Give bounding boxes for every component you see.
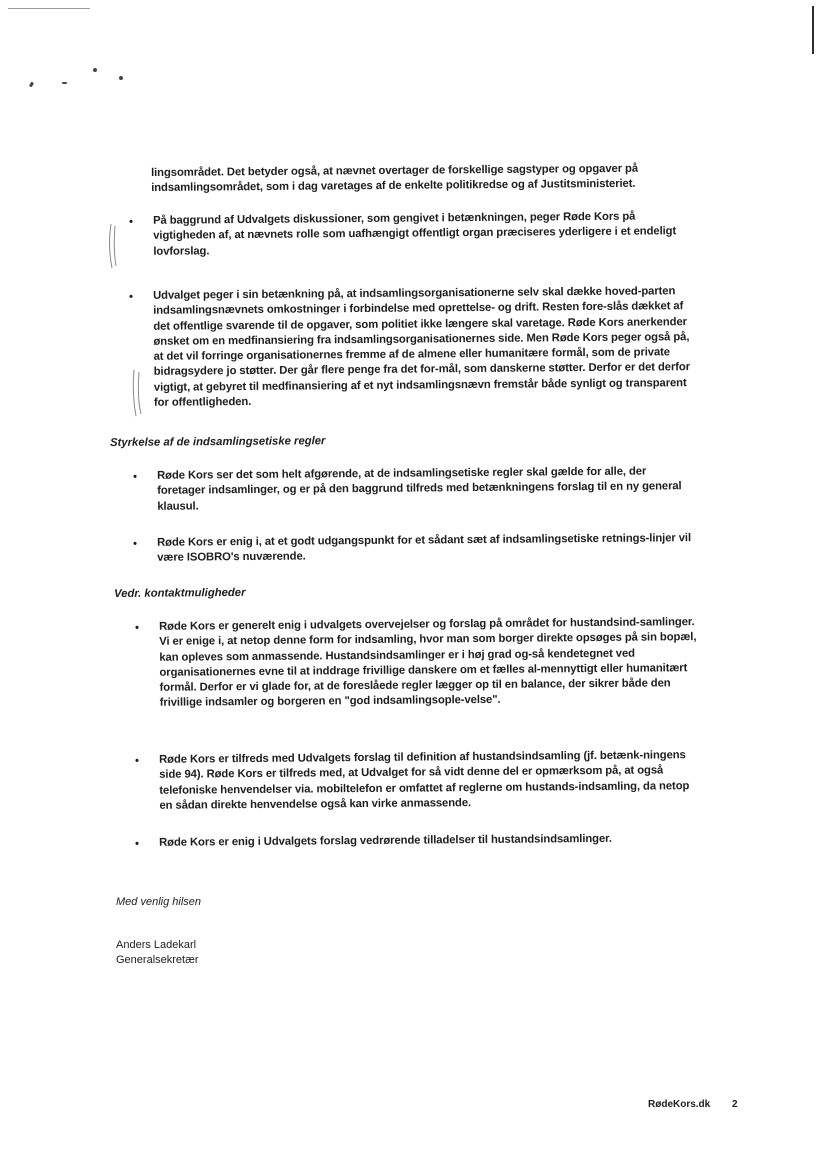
- bullet-icon: •: [135, 837, 139, 850]
- scan-speck: [29, 82, 34, 88]
- list-item: [133, 531, 713, 565]
- page-number: 2: [732, 1099, 738, 1110]
- scan-speck: [62, 82, 67, 84]
- list-item: [135, 615, 715, 710]
- list-item-text: Udvalget peger i sin betænkning på, at indsamlingsorganisationerne selv skal dække hoved-parten indsamlingsnævnets omkostninger i forbindelse med oprettelse- og drift. Resten fore-slås dækket af det offentlige svarende til de opgaver, som politiet ikke længere skal varetage. Røde Kors anerkender ønsket om en medfinansiering fra indsamlingsorganisationernes side. Men Røde Kors peger også på, at det vil forringe organisationernes fremme af de almene eller humanitære formål, som de private bidragsydere jo støtter. Der går flere penge fra det for-mål, som danskerne støtter. Derfor er det derfor vigtigt, at gebyret til medfinansiering af et nyt indsamlingsnævn fremstår både synligt og transparent for offentligheden.: [153, 285, 691, 409]
- signer-name: Anders Ladekarl: [116, 939, 197, 951]
- bullet-icon: •: [129, 290, 133, 303]
- bullet-icon: •: [133, 470, 137, 483]
- scan-top-rule: [8, 8, 90, 9]
- scan-speck: [93, 68, 97, 72]
- list-item: [129, 209, 709, 258]
- pencil-margin-mark: [130, 368, 144, 420]
- closing-greeting: Med venlig hilsen: [116, 896, 201, 908]
- bullet-icon: •: [135, 754, 139, 767]
- section-heading: Styrkelse af de indsamlingsetiske regler: [110, 435, 326, 449]
- list-item: [133, 464, 713, 513]
- list-item-text: Røde Kors er generelt enig i udvalgets overvejelser og forslag på området for hustandsind-samlinger. Vi er enige i, at netop denne form for indsamling, hvor man som borger direkte opsøges på sin bopæl, kan opleves som anmassende. Hustandsindsamlinger er i høj grad og-så kendetegnet ved organisationernes evne til at inddrage frivillige danskere om et fælles al-mennyttigt eller humanitært formål. Derfor er vi glade for, at de foreslåede regler lægger op til en balance, der sikrer både den frivillige indsamler og borgeren en "god indsamlingsople-velse".: [159, 616, 697, 710]
- intro-paragraph: lingsområdet. Det betyder også, at nævnet overtager de forskellige sagstyper og opgaver på indsamlingsområdet, som i dag varetages af de enkelte politikredse og af Justitsministeriet.: [151, 162, 639, 195]
- list-item-text: Røde Kors er tilfreds med Udvalgets forslag til definition af hustandsindsamling (jf. betænk-ningens side 94). Røde Kors er tilfreds med, at Udvalget for så vidt denne del er opmærksom på, at også telefoniske henvendelser via. mobiltelefon er omfattet af reglerne om hustands-indsamling, da netop en sådan direkte henvendelse også kan virke anmassende.: [159, 749, 690, 812]
- list-item: [135, 748, 715, 812]
- list-item: [135, 831, 715, 850]
- footer-website: RødeKors.dk: [648, 1099, 711, 1110]
- list-item: [129, 284, 709, 409]
- signer-title: Generalsekretær: [116, 954, 199, 966]
- list-item-text: Røde Kors er enig i Udvalgets forslag vedrørende tilladelser til hustandsindsamlinger.: [159, 832, 612, 849]
- list-item-text: På baggrund af Udvalgets diskussioner, som gengivet i betænkningen, peger Røde Kors på vigtigheden af, at nævnets rolle som uafhængigt offentligt organ præciseres yderligere i et endeligt lovforslag.: [153, 210, 677, 258]
- section-heading: Vedr. kontaktmuligheder: [114, 586, 246, 600]
- signature-block: [116, 938, 199, 968]
- bullet-icon: •: [129, 215, 133, 228]
- list-item-text: Røde Kors er enig i, at et godt udgangspunkt for et sådant sæt af indsamlingsetiske retnings-linjer vil være ISOBRO's nuværende.: [157, 532, 692, 565]
- bullet-icon: •: [133, 537, 137, 550]
- scan-speck: [119, 76, 123, 80]
- list-item-text: Røde Kors ser det som helt afgørende, at de indsamlingsetiske regler skal gælde for alle, der foretager indsamlinger, og er på den baggrund tilfreds med betænkningens forslag til en ny general klausul.: [157, 465, 682, 513]
- scan-right-edge: [812, 6, 814, 54]
- pencil-margin-mark: [106, 222, 120, 272]
- bullet-icon: •: [135, 621, 139, 634]
